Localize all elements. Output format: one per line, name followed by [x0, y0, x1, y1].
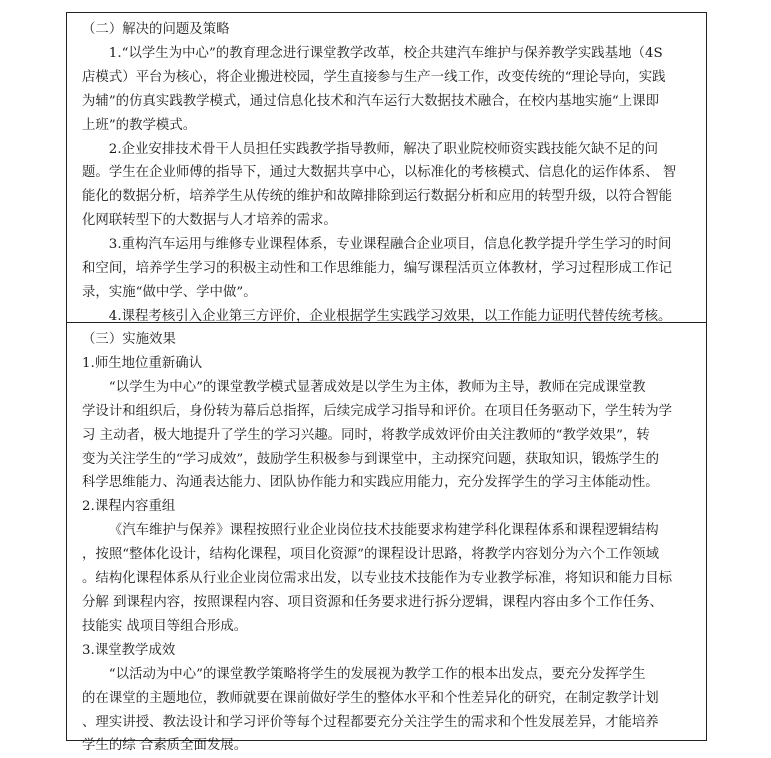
implementation-effects-cell	[67, 323, 706, 754]
paragraph-line: 变为关注学生的“学习成效”，鼓励学生积极参与到课堂中，主动探究问题，获取知识，锻炼学生的	[82, 451, 659, 467]
paragraph-line: ，按照“整体化设计，结构化课程，项目化资源”的课程设计思路，将教学内容划分为六个工作领域	[82, 547, 659, 563]
paragraph-line: 学生的综 合素质全面发展。	[82, 738, 248, 754]
paragraph-line: 2.企业安排技术骨干人员担任实践教学指导教师，解决了职业院校师资实践技能欠缺不足的问	[108, 141, 659, 157]
paragraph-line: “以学生为中心”的课堂教学模式显著成效是以学生为主体，教师为主导，教师在完成课堂教	[108, 379, 646, 395]
paragraph-line: 、理实讲授、教法设计和学习评价等每个过程都要充分关注学生的需求和个性发展差异，才能培养	[82, 714, 659, 730]
section-heading-effects: （三）实施效果	[82, 332, 176, 347]
effects-subsection-1	[82, 352, 700, 495]
paragraph-line: 学设计和组织后，身份转为幕后总指挥，后续完成学习指导和评价。在项目任务驱动下，学生转为学	[82, 403, 673, 419]
paragraph-line: 《汽车维护与保养》课程按照行业企业岗位技术技能要求构建学科化课程体系和课程逻辑结构	[108, 523, 659, 539]
paragraph-line: 的在课堂的主题地位，教师就要在课前做好学生的整体水平和个性差异化的研究，在制定教学计划	[82, 690, 659, 706]
paragraph-line: 为辅”的仿真实践教学模式，通过信息化技术和汽车运行大数据技术融合，在校内基地实施“上课即	[82, 93, 659, 109]
paragraph-line: “以活动为中心”的课堂教学策略将学生的发展视为教学工作的根本出发点，要充分发挥学生	[108, 666, 646, 682]
effects-subsection-3	[82, 639, 700, 758]
paragraph-line: 技能实 战项目等组合形成。	[82, 618, 248, 634]
paragraph-line: 录，实施“做中学、学中做”。	[82, 284, 257, 300]
paragraph-line: 4.课程考核引入企业第三方评价，企业根据学生实践学习效果，以工作能力证明代替传统考核。	[108, 308, 672, 324]
paragraph-line: 3.重构汽车运用与维修专业课程体系，专业课程融合企业项目，信息化教学提升学生学习的时间	[108, 237, 672, 253]
paragraph-line: 习 主动者，极大地提升了学生的学习兴趣。同时，将教学成效评价由关注教师的“教学效果”，转	[82, 427, 650, 443]
paragraph-line: 科学思维能力、沟通表达能力、团队协作能力和实践应用能力，充分发挥学生的学习主体能动性。	[82, 475, 659, 491]
paragraph-line: 和空间，培养学生学习的积极主动性和工作思维能力，编写课程活页立体教材，学习过程形成工作记	[82, 261, 673, 277]
strategy-paragraph-2	[82, 138, 700, 234]
paragraph-line: 能化的数据分析，培养学生从传统的维护和故障排除到运行数据分析和应用的转型升级，以符合智能	[82, 189, 673, 205]
strategy-paragraph-1	[82, 42, 700, 138]
paragraph-line: 化网联转型下的大数据与人才培养的需求。	[82, 213, 337, 229]
paragraph-line: 店模式）平台为核心，将企业搬进校园，学生直接参与生产一线工作，改变传统的“理论导向，实践	[82, 69, 666, 85]
problems-strategies-cell	[67, 13, 706, 323]
paragraph-line: 上班”的教学模式。	[82, 117, 197, 133]
effects-subsection-2	[82, 495, 700, 638]
subsection-title: 1.师生地位重新确认	[82, 355, 203, 371]
paragraph-line: 。结构化课程体系从行业企业岗位需求出发，以专业技术技能作为专业教学标准，将知识和能力目标	[82, 571, 673, 587]
paragraph-line: 1.“以学生为中心”的教育理念进行课堂教学改革，校企共建汽车维护与保养教学实践基地（4S	[108, 45, 663, 61]
paragraph-line: 题。学生在企业师傅的指导下，通过大数据共享中心，以标准化的考核模式、信息化的运作体系、 智	[82, 165, 677, 181]
section-heading-problems: （二）解决的问题及策略	[82, 22, 230, 37]
subsection-title: 3.课堂教学成效	[82, 642, 176, 658]
paragraph-line: 分解 到课程内容，按照课程内容、项目资源和任务要求进行拆分逻辑，课程内容由多个工作任务、	[82, 594, 663, 610]
strategy-paragraph-3	[82, 233, 700, 305]
subsection-title: 2.课程内容重组	[82, 499, 176, 515]
document-table	[66, 12, 707, 754]
